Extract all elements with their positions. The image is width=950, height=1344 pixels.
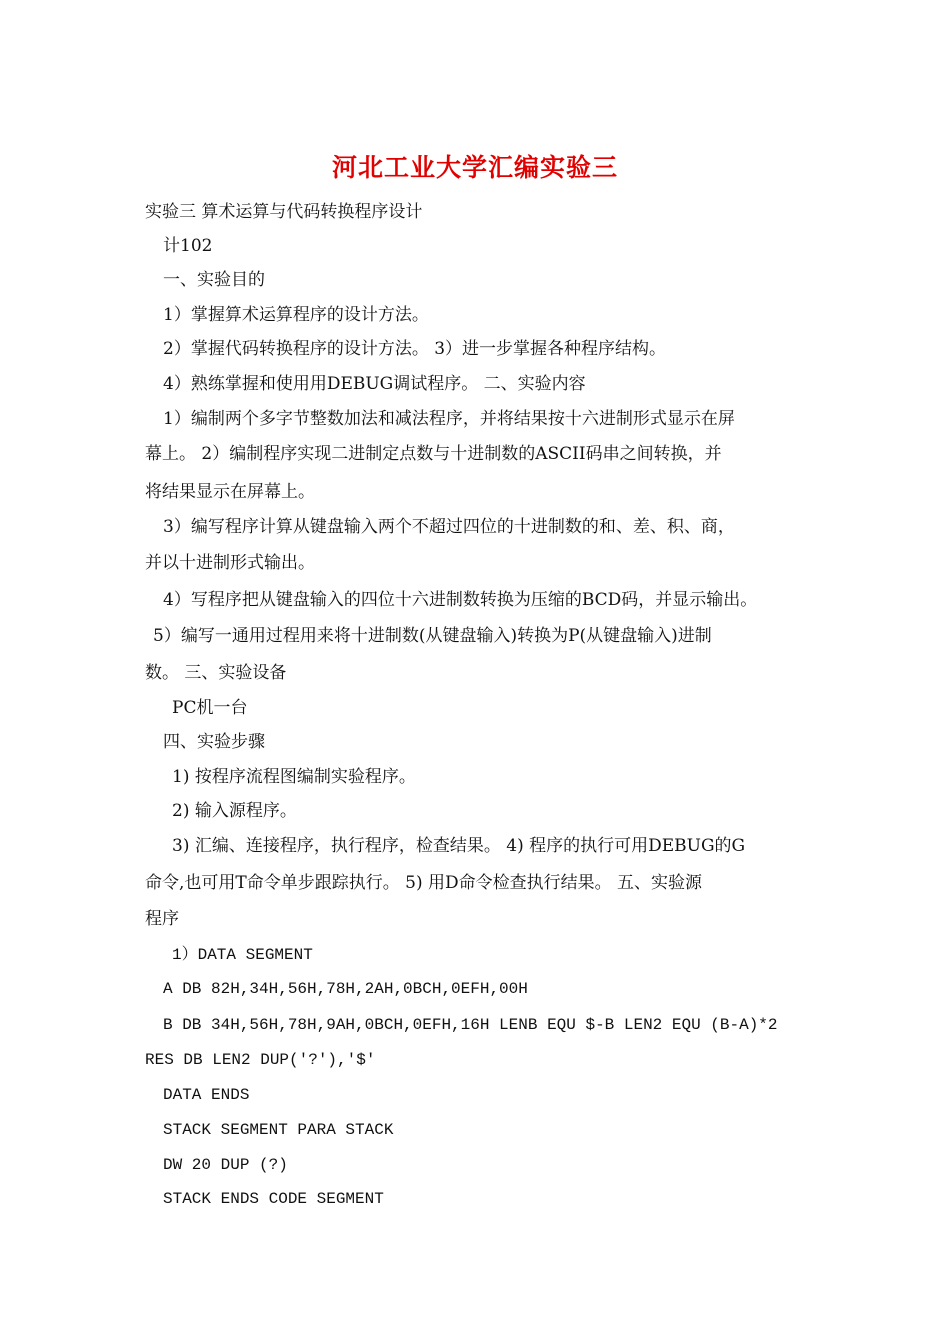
text-line: 数。 三、实验设备 [145, 663, 287, 683]
text-line: 命令,也可用T命令单步跟踪执行。 5) 用D命令检查执行结果。 五、实验源 [145, 873, 703, 893]
text-line: 2) 输入源程序。 [172, 801, 297, 821]
code-line: DW 20 DUP (?) [163, 1156, 288, 1174]
code-line: DATA ENDS [163, 1086, 250, 1104]
document-title: 河北工业大学汇编实验三 [331, 153, 618, 182]
code-line: A DB 82H,34H,56H,78H,2AH,0BCH,0EFH,00H [163, 980, 528, 998]
text-line: 3）编写程序计算从键盘输入两个不超过四位的十进制数的和、差、积、商， [163, 517, 735, 537]
section-heading: 四、实验步骤 [163, 732, 265, 752]
text-line: 2）掌握代码转换程序的设计方法。 3）进一步掌握各种程序结构。 [163, 339, 667, 359]
code-line: STACK ENDS CODE SEGMENT [163, 1190, 384, 1208]
code-line: 1）DATA SEGMENT [172, 946, 313, 964]
text-line: PC机一台 [172, 698, 248, 718]
text-line: 1) 按程序流程图编制实验程序。 [172, 767, 416, 787]
text-line: 幕上。 2）编制程序实现二进制定点数与十进制数的ASCII码串之间转换，并 [145, 444, 722, 464]
text-line: 程序 [145, 909, 179, 929]
text-line: 将结果显示在屏幕上。 [145, 482, 315, 502]
text-line: 4）熟练掌握和使用用DEBUG调试程序。 二、实验内容 [163, 374, 586, 394]
text-line: 实验三 算术运算与代码转换程序设计 [145, 202, 423, 222]
code-line: STACK SEGMENT PARA STACK [163, 1121, 394, 1139]
text-line: 1）编制两个多字节整数加法和减法程序，并将结果按十六进制形式显示在屏 [163, 409, 735, 429]
text-line: 4）写程序把从键盘输入的四位十六进制数转换为压缩的BCD码，并显示输出。 [163, 590, 758, 610]
text-line: 计102 [163, 236, 213, 256]
text-line: 5）编写一通用过程用来将十进制数(从键盘输入)转换为P(从键盘输入)进制 [153, 626, 712, 646]
code-line: RES DB LEN2 DUP('?'),'$' [145, 1051, 376, 1069]
section-heading: 一、实验目的 [163, 270, 265, 290]
text-line: 并以十进制形式输出。 [145, 553, 315, 573]
text-line: 1）掌握算术运算程序的设计方法。 [163, 305, 429, 325]
code-line: B DB 34H,56H,78H,9AH,0BCH,0EFH,16H LENB EQU $-B LEN2 EQU (B-A)*2 [163, 1016, 778, 1034]
text-line: 3) 汇编、连接程序，执行程序，检查结果。 4) 程序的执行可用DEBUG的G [172, 836, 746, 856]
